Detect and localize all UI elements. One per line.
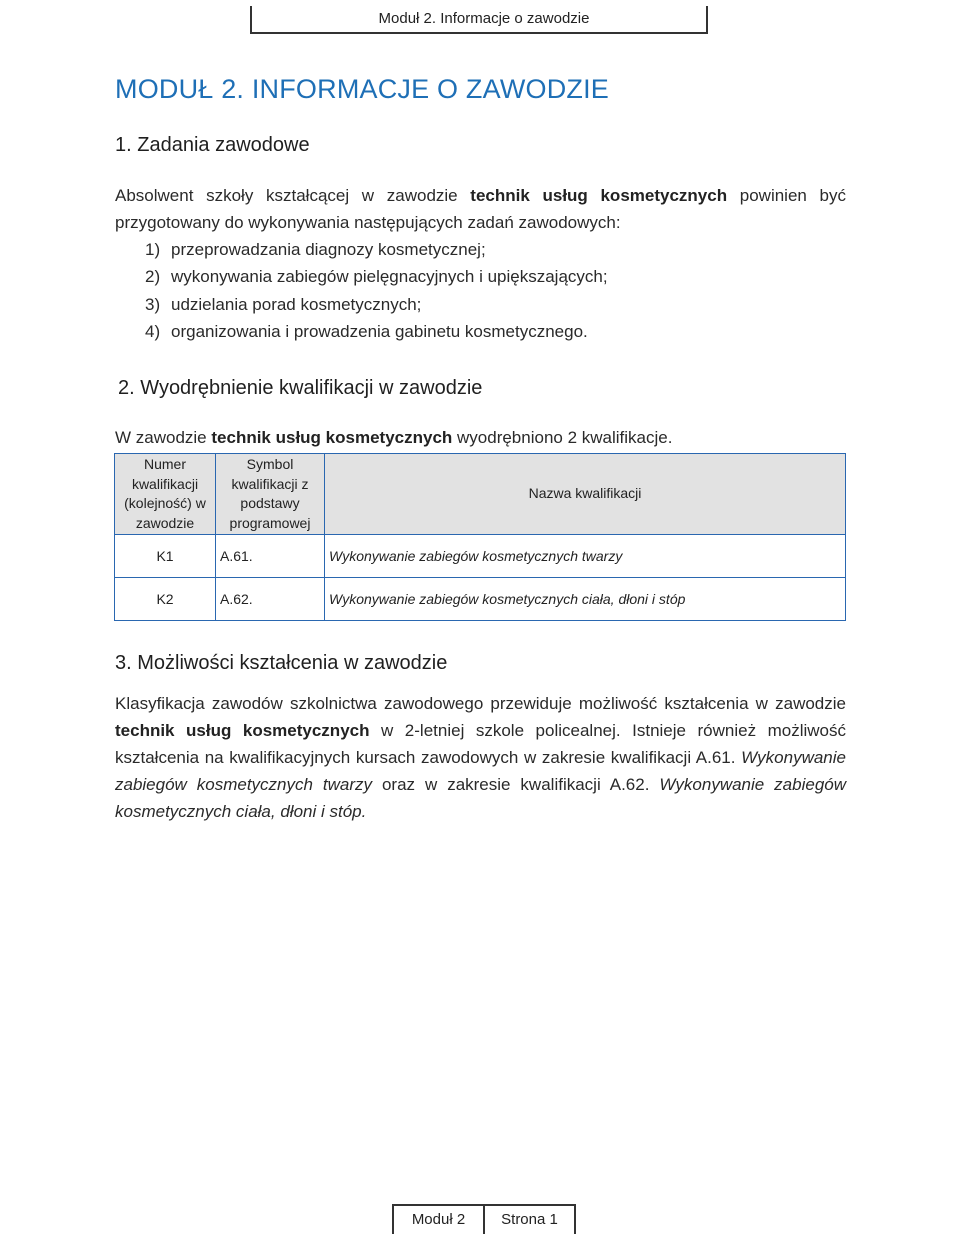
module-title: MODUŁ 2. INFORMACJE O ZAWODZIE xyxy=(115,74,610,104)
section-2-text-1: W zawodzie xyxy=(115,428,212,447)
section-3-italic-1: Wykonywanie zabiegów kosmetycznych twarzy xyxy=(115,748,846,794)
page-footer xyxy=(392,1204,576,1234)
section-3-text-1: Klasyfikacja zawodów szkolnictwa zawodowego przewiduje możliwość kształcenia w zawodzie xyxy=(115,694,846,713)
qualification-name: Wykonywanie zabiegów kosmetycznych twarzy xyxy=(325,535,846,578)
section-3-bold: technik usług kosmetycznych xyxy=(115,721,370,740)
table-row xyxy=(115,535,846,578)
section-2-bold: technik usług kosmetycznych xyxy=(211,428,453,447)
list-item-text: organizowania i prowadzenia gabinetu kosmetycznego. xyxy=(171,321,588,341)
list-item-text: udzielania porad kosmetycznych; xyxy=(171,294,422,314)
list-item xyxy=(115,236,608,263)
list-item xyxy=(115,318,608,345)
section-3-text xyxy=(115,690,846,825)
footer-module: Moduł 2 xyxy=(411,1211,466,1228)
header-symbol: Symbol kwalifikacji z podstawy programowej xyxy=(216,454,325,535)
table-header-row xyxy=(115,454,846,535)
section-3-text-3: oraz w zakresie kwalifikacji A.62. xyxy=(372,775,660,794)
list-item xyxy=(115,291,608,318)
list-item-text: przeprowadzania diagnozy kosmetycznej; xyxy=(171,240,486,259)
section-3-italic-2: Wykonywanie zabiegów kosmetycznych ciała, dłoni i stóp. xyxy=(115,775,847,821)
header-name: Nazwa kwalifikacji xyxy=(325,454,846,535)
header-text: Moduł 2. Informacje o zawodzie xyxy=(378,10,590,27)
section-3-text-2: w 2-letniej szkole policealnej. Istnieje również możliwość kształcenia na kwalifikacyjnych kursach zawodowych w zakresie kwalifikacji A.61. xyxy=(115,721,847,767)
qualification-number: K2 xyxy=(115,578,216,621)
qualification-number: K1 xyxy=(115,535,216,578)
page-header xyxy=(250,6,708,34)
list-item-number: 4) xyxy=(145,321,161,341)
list-item xyxy=(115,263,608,290)
section-2-text-2: wyodrębniono 2 kwalifikacje. xyxy=(452,428,673,447)
section-3-heading: 3. Możliwości kształcenia w zawodzie xyxy=(115,652,448,674)
intro-bold: technik usług kosmetycznych xyxy=(470,186,728,205)
section-1-intro xyxy=(115,182,846,236)
list-item-number: 3) xyxy=(145,294,161,314)
qualifications-table xyxy=(114,453,846,621)
qualification-symbol: A.61. xyxy=(216,535,325,578)
qualification-name: Wykonywanie zabiegów kosmetycznych ciała, dłoni i stóp xyxy=(325,578,846,621)
list-item-number: 1) xyxy=(145,240,161,259)
intro-text-1: Absolwent szkoły kształcącej w zawodzie xyxy=(115,186,471,205)
task-list xyxy=(115,236,608,345)
list-item-text: wykonywania zabiegów pielęgnacyjnych i upiększających; xyxy=(171,267,608,287)
section-2-text xyxy=(115,424,846,451)
intro-text-2: powinien być przygotowany do wykonywania następujących zadań zawodowych: xyxy=(115,186,846,232)
qualification-symbol: A.62. xyxy=(216,578,325,621)
footer-page-number: Strona 1 xyxy=(483,1206,574,1234)
section-2-heading: 2. Wyodrębnienie kwalifikacji w zawodzie xyxy=(118,377,483,399)
list-item-number: 2) xyxy=(145,267,161,287)
table-row xyxy=(115,578,846,621)
header-number: Numer kwalifikacji (kolejność) w zawodzie xyxy=(115,454,216,535)
section-1-heading: 1. Zadania zawodowe xyxy=(115,134,310,156)
